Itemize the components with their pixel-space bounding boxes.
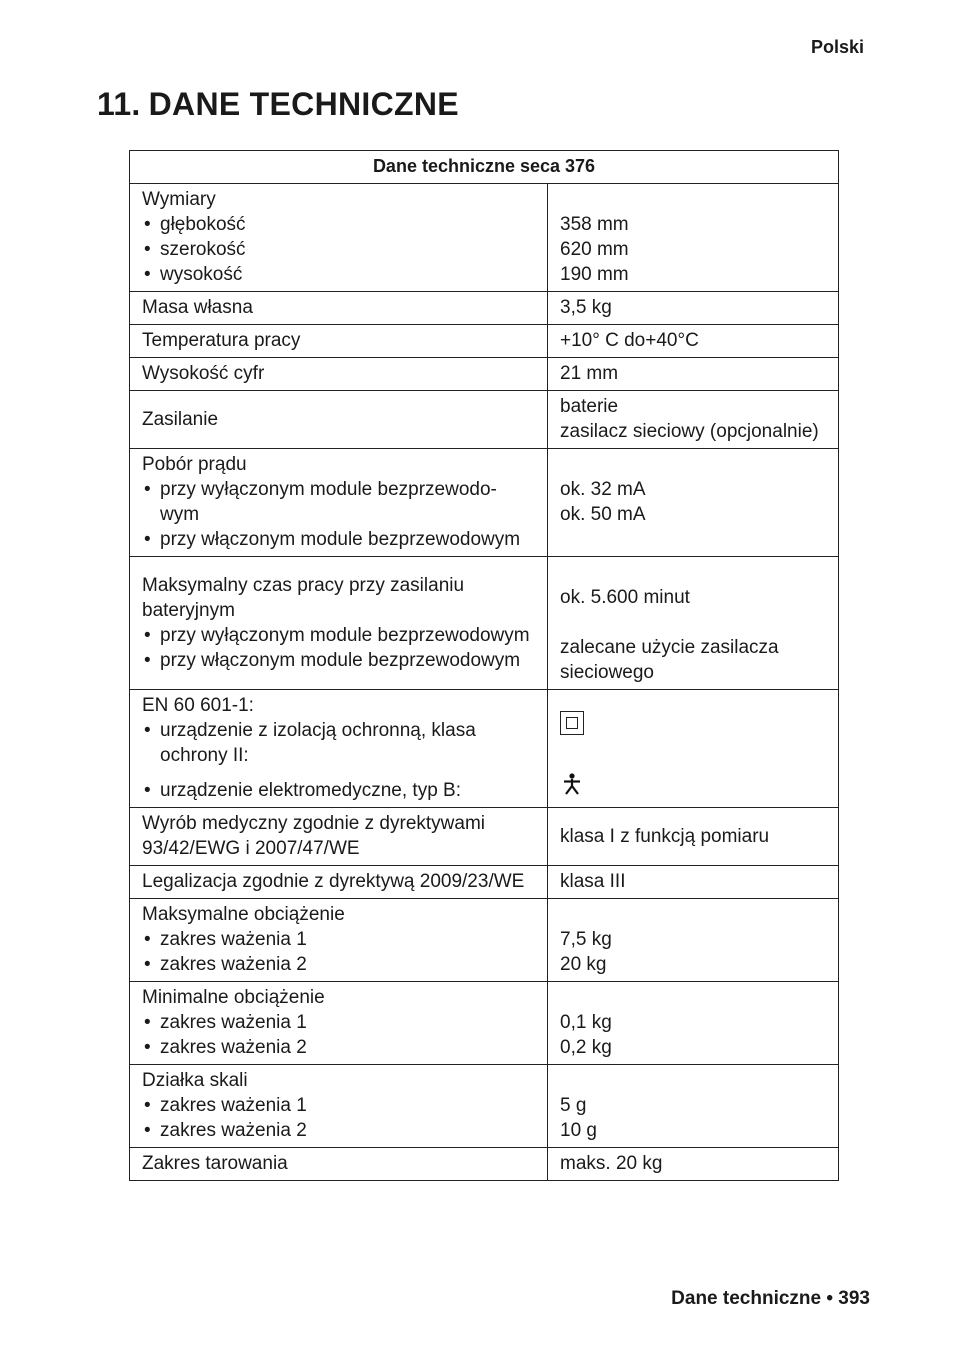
row-value-cell bbox=[548, 391, 839, 449]
bullet-item: • zakres ważenia 2 bbox=[142, 1118, 535, 1143]
row-label-cell bbox=[130, 184, 548, 292]
row-value-cell bbox=[548, 690, 839, 808]
row-value: klasa I z funkcją pomiaru bbox=[548, 808, 839, 866]
row-value: ok. 32 mA bbox=[560, 479, 646, 500]
row-label: Masa własna bbox=[130, 292, 548, 325]
table-row-operating-temperature bbox=[130, 325, 839, 358]
row-label: Zasilanie bbox=[130, 391, 548, 449]
table-header-row bbox=[130, 151, 839, 184]
bullet-item: • urządzenie elektromedyczne, typ B: bbox=[142, 778, 535, 803]
row-value-cell bbox=[548, 982, 839, 1065]
type-b-applied-part-icon bbox=[560, 772, 584, 796]
bullet-item: • zakres ważenia 2 bbox=[142, 1035, 535, 1060]
row-value-cell bbox=[548, 899, 839, 982]
bullet-item: • przy wyłączonym module bezprzewodowym bbox=[142, 623, 535, 648]
row-label: EN 60 601-1: bbox=[142, 695, 254, 716]
row-value: 10 g bbox=[560, 1120, 597, 1141]
row-value-cell bbox=[548, 184, 839, 292]
row-label-cell bbox=[130, 1065, 548, 1148]
row-value: +10° C do+40°C bbox=[548, 325, 839, 358]
row-value: klasa III bbox=[548, 866, 839, 899]
row-label: Pobór prądu bbox=[142, 454, 247, 475]
row-label: Maksymalne obciążenie bbox=[142, 904, 345, 925]
row-label-cell bbox=[130, 449, 548, 557]
row-label: Temperatura pracy bbox=[130, 325, 548, 358]
row-label: Wysokość cyfr bbox=[130, 358, 548, 391]
bullet-item: • szerokość bbox=[142, 237, 535, 262]
row-value: maks. 20 kg bbox=[548, 1148, 839, 1181]
row-value: ok. 5.600 minut bbox=[560, 587, 690, 608]
row-value: ok. 50 mA bbox=[560, 504, 646, 525]
table-row-max-load bbox=[130, 899, 839, 982]
row-value-cell bbox=[548, 1065, 839, 1148]
row-label: Maksymalny czas pracy przy zasilaniu bateryjnym bbox=[142, 574, 465, 621]
technical-data-table bbox=[129, 150, 839, 1181]
row-label-cell bbox=[130, 982, 548, 1065]
row-value: 7,5 kg bbox=[560, 929, 612, 950]
row-label-cell bbox=[130, 690, 548, 808]
row-label: Wyrób medyczny zgodnie z dyrektywami 93/42/EWG i 2007/47/WE bbox=[130, 808, 548, 866]
row-label-cell bbox=[130, 899, 548, 982]
table-row-power-supply bbox=[130, 391, 839, 449]
row-value: 0,1 kg bbox=[560, 1012, 612, 1033]
row-value: baterie bbox=[560, 396, 619, 417]
bullet-item: • zakres ważenia 1 bbox=[142, 1093, 535, 1118]
table-row-own-weight bbox=[130, 292, 839, 325]
table-row-verification bbox=[130, 866, 839, 899]
bullet-item: • urządzenie z izolacją ochronną, klasa ochrony II: bbox=[142, 718, 535, 768]
section-heading bbox=[97, 86, 459, 123]
section-number: 11. bbox=[97, 86, 141, 122]
bullet-item: • zakres ważenia 1 bbox=[142, 1010, 535, 1035]
row-value: 620 mm bbox=[560, 239, 629, 260]
row-value: 190 mm bbox=[560, 264, 629, 285]
row-value: 21 mm bbox=[548, 358, 839, 391]
row-label: Działka skali bbox=[142, 1070, 248, 1091]
bullet-item: • przy wyłączonym module bezprzewodo-wym bbox=[142, 477, 535, 527]
row-value: 3,5 kg bbox=[548, 292, 839, 325]
page-footer: Dane techniczne • 393 bbox=[671, 1288, 870, 1309]
table-row-dimensions bbox=[130, 184, 839, 292]
table-title: Dane techniczne seca 376 bbox=[130, 151, 839, 184]
row-label: Wymiary bbox=[142, 189, 216, 210]
table-row-power-consumption bbox=[130, 449, 839, 557]
row-value: 5 g bbox=[560, 1095, 587, 1116]
bullet-item: • zakres ważenia 2 bbox=[142, 952, 535, 977]
row-value: 20 kg bbox=[560, 954, 607, 975]
table-row-scale-interval bbox=[130, 1065, 839, 1148]
row-label-cell bbox=[130, 557, 548, 690]
table-row-medical-device bbox=[130, 808, 839, 866]
bullet-item: • zakres ważenia 1 bbox=[142, 927, 535, 952]
row-value-cell bbox=[548, 449, 839, 557]
row-label: Legalizacja zgodnie z dyrektywą 2009/23/WE bbox=[130, 866, 548, 899]
table-row-digit-height bbox=[130, 358, 839, 391]
row-value: zalecane użycie zasilacza sieciowego bbox=[560, 637, 779, 683]
row-label: Zakres tarowania bbox=[130, 1148, 548, 1181]
row-value: 358 mm bbox=[560, 214, 629, 235]
table-row-tare-range bbox=[130, 1148, 839, 1181]
row-value: zasilacz sieciowy (opcjonalnie) bbox=[560, 421, 819, 442]
row-value-cell bbox=[548, 557, 839, 690]
row-label: Minimalne obciążenie bbox=[142, 987, 325, 1008]
section-title: DANE TECHNICZNE bbox=[148, 86, 459, 122]
protection-class-ii-icon bbox=[560, 711, 584, 735]
bullet-item: • przy włączonym module bezprzewodowym bbox=[142, 527, 535, 552]
bullet-item: • wysokość bbox=[142, 262, 535, 287]
table-row-min-load bbox=[130, 982, 839, 1065]
table-row-max-operating-time bbox=[130, 557, 839, 690]
row-value: 0,2 kg bbox=[560, 1037, 612, 1058]
table-row-en-60601 bbox=[130, 690, 839, 808]
bullet-item: • przy włączonym module bezprzewodowym bbox=[142, 648, 535, 673]
bullet-item: • głębokość bbox=[142, 212, 535, 237]
language-label: Polski bbox=[810, 37, 864, 57]
